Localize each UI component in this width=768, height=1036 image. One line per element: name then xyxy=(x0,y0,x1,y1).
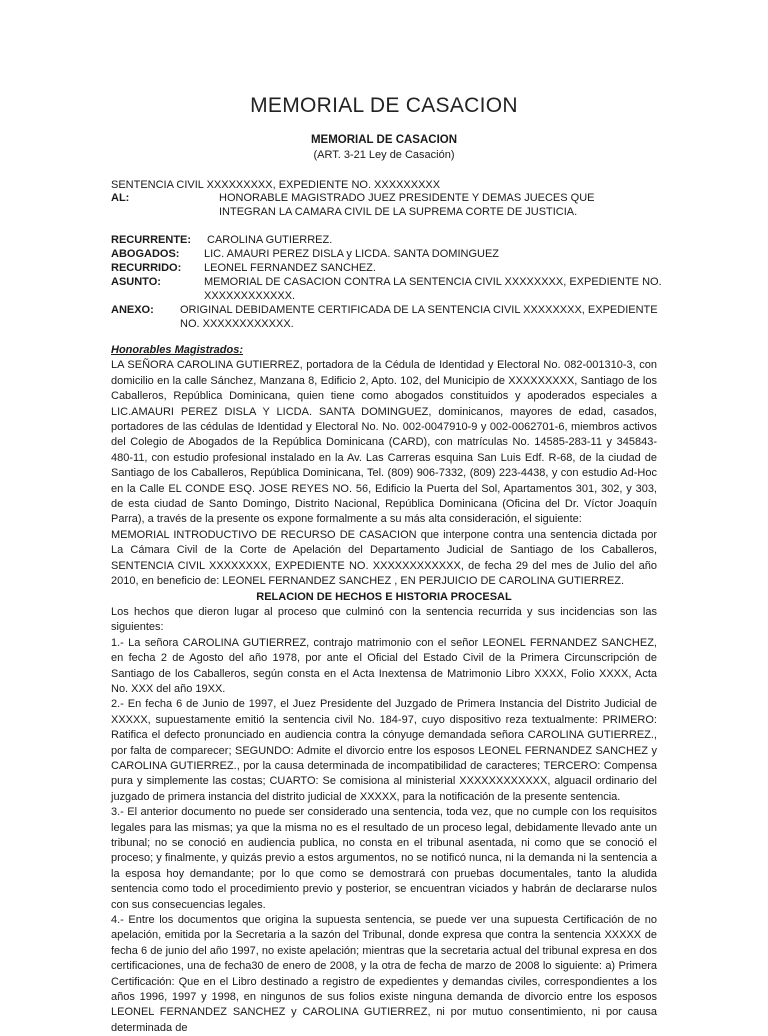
al-label: AL: xyxy=(111,192,130,204)
anexo-label: ANEXO: xyxy=(111,304,154,316)
paragraph-intro-hechos: Los hechos que dieron lugar al proceso que culminó con la sentencia recurrida y sus incidencias son las siguientes: xyxy=(111,605,657,634)
abogados-label: ABOGADOS: xyxy=(111,248,180,260)
page-title: MEMORIAL DE CASACION xyxy=(250,94,518,117)
abogados-value: LIC. AMAURI PEREZ DISLA y LICDA. SANTA DOMINGUEZ xyxy=(204,248,500,260)
paragraph-hecho-2: 2.- En fecha 6 de Junio de 1997, el Juez Presidente del Juzgado de Primera Instancia del Distrito Judicial de XXXXX, supuestamente emitió la sentencia civil No. 184-97, cuyo dispositivo reza textualmente: PRIMERO: Ratifica el defecto pronunciado en audiencia contra la cónyuge demandada señora CAROLINA GUTIERREZ., por falta de comparecer; SEGUNDO: Admite el divorcio entre los esposos LEONEL FERNANDEZ SANCHEZ y CAROLINA GUTIERREZ., por la causa determinada de incompatibilidad de caracteres; TERCERO: Compensa pura y simplemente las costas; CUARTO: Se comisiona al ministerial XXXXXXXXXXXX, alguacil ordinario del juzgado de primera instancia del distrito judicial de XXXXX, para la notificación de la presente sentencia. xyxy=(111,698,657,803)
asunto-label: ASUNTO: xyxy=(111,276,161,288)
salutation: Honorables Magistrados: xyxy=(111,344,244,356)
al-line-1: HONORABLE MAGISTRADO JUEZ PRESIDENTE Y DEMAS JUECES QUE xyxy=(219,192,595,204)
document-subtitle-law: (ART. 3-21 Ley de Casación) xyxy=(313,149,455,161)
document-subtitle: MEMORIAL DE CASACION xyxy=(310,134,458,146)
paragraph-hecho-3: 3.- El anterior documento no puede ser considerado una sentencia, toda vez, que no cumple con los requisitos legales para las mismas; ya que la misma no es el resultado de un proceso legal, debidamente llevado ante un tribunal; no se conoció en audiencia publica, no consta en el tribunal asentada, ni como que se conoció el proceso; y finalmente, y quizás previo a estos argumentos, no se notificó nunca, ni la demanda ni la sentencia a la esposa hoy demandante; por lo que como se demostrará con pruebas documentales, tanto la aludida sentencia como todo el procedimiento previo y posterior, se encuentran viciados y habrán de declararse nulos con sus consecuencias legales. xyxy=(111,806,657,911)
recurrente-value: CAROLINA GUTIERREZ. xyxy=(207,234,333,246)
paragraph-memorial: MEMORIAL INTRODUCTIVO DE RECURSO DE CASACION que interpone contra una sentencia dictada por La Cámara Civil de la Corte de Apelación del Departamento Judicial de Santiago de los Caballeros, SENTENCIA CIVIL XXXXXXXX, EXPEDIENTE NO. XXXXXXXXXXXX, de fecha 29 del mes de Julio del año 2010, en beneficio de: LEONEL FERNANDEZ SANCHEZ , EN PERJUICIO DE CAROLINA GUTIERREZ. xyxy=(111,528,657,588)
recurrente-label: RECURRENTE: xyxy=(111,234,192,246)
anexo-line-2: NO. XXXXXXXXXXXX. xyxy=(180,318,294,330)
asunto-line-1: MEMORIAL DE CASACION CONTRA LA SENTENCIA CIVIL XXXXXXXX, EXPEDIENTE NO. xyxy=(204,276,662,288)
recurrido-label: RECURRIDO: xyxy=(111,262,182,274)
anexo-line-1: ORIGINAL DEBIDAMENTE CERTIFICADA DE LA SENTENCIA CIVIL XXXXXXXX, EXPEDIENTE xyxy=(180,304,658,316)
document-body xyxy=(111,343,657,1036)
section-heading: RELACION DE HECHOS E HISTORIA PROCESAL xyxy=(256,590,512,603)
paragraph-hecho-1: 1.- La señora CAROLINA GUTIERREZ, contrajo matrimonio con el señor LEONEL FERNANDEZ SANCHEZ, en fecha 2 de Agosto del año 1978, por ante el Oficial del Estado Civil de la Primera Circunscripción de Santiago de los Caballeros, según consta en el Acta Inextensa de Matrimonio Libro XXXX, Folio XXXX, Acta No. XXX del año 19XX. xyxy=(111,636,657,695)
recurrido-value: LEONEL FERNANDEZ SANCHEZ. xyxy=(204,262,376,274)
al-line-2: INTEGRAN LA CAMARA CIVIL DE LA SUPREMA CORTE DE JUSTICIA. xyxy=(219,206,578,218)
paragraph-recurrente: LA SEÑORA CAROLINA GUTIERREZ, portadora de la Cédula de Identidad y Electoral No. 082-001310-3, con domicilio en la calle Sánchez, Manzana 8, Edificio 2, Apto. 102, del Municipio de XXXXXXXXX, Santiago de los Caballeros, República Dominicana, quien tiene como abogados constituidos y apoderados especiales a LIC.AMAURI PEREZ DISLA Y LICDA. SANTA DOMINGUEZ, dominicanos, mayores de edad, casados, portadores de las cédulas de Identidad y Electoral No. No. 002-0047910-9 y 002-0062701-6, miembros activos del Colegio de Abogados de la República Dominicana (CARD), con matrículas No. 14585-283-11 y 345843-480-11, con estudio profesional instalado en la Av. Las Carreras esquina San Luis Edf. R-68, de la ciudad de Santiago de los Caballeros, República Dominicana, Tel. (809) 906-7332, (809) 223-4438, y con estudio Ad-Hoc en la Calle EL CONDE ESQ. JOSE REYES NO. 56, Edificio la Puerta del Sol, Apartamentos 301, 302, y 303, de esta ciudad de Santo Domingo, Distrito Nacional, República Dominicana (Oficina del Dr. Víctor Joaquín Parra), a través de la presente os expone formalmente a su más alta consideración, el siguiente: xyxy=(111,359,657,526)
asunto-line-2: XXXXXXXXXXXX. xyxy=(204,290,296,302)
paragraph-hecho-4: 4.- Entre los documentos que origina la supuesta sentencia, se puede ver una supuesta Certificación de no apelación, emitida por la Secretaria a la sazón del Tribunal, donde expresa que contra la sentencia XXXXX de fecha 6 de junio del año 1997, no existe apelación; mientras que la secretaria actual del tribunal expresa en dos certificaciones, una de fecha30 de enero de 2008, y la otra de fecha de marzo de 2008 lo siguiente: a) Primera Certificación: Que en el Libro destinado a registro de expedientes y demandas civiles, correspondientes a los años 1996, 1997 y 1998, en ningunos de sus folios existe ninguna demanda de divorcio entre los esposos LEONEL FERNANDEZ SANCHEZ y CAROLINA GUTIERREZ, ni por mutuo consentimiento, ni por causa determinada de xyxy=(111,914,657,1034)
sentencia-line: SENTENCIA CIVIL XXXXXXXXX, EXPEDIENTE NO. XXXXXXXXX xyxy=(111,179,441,191)
